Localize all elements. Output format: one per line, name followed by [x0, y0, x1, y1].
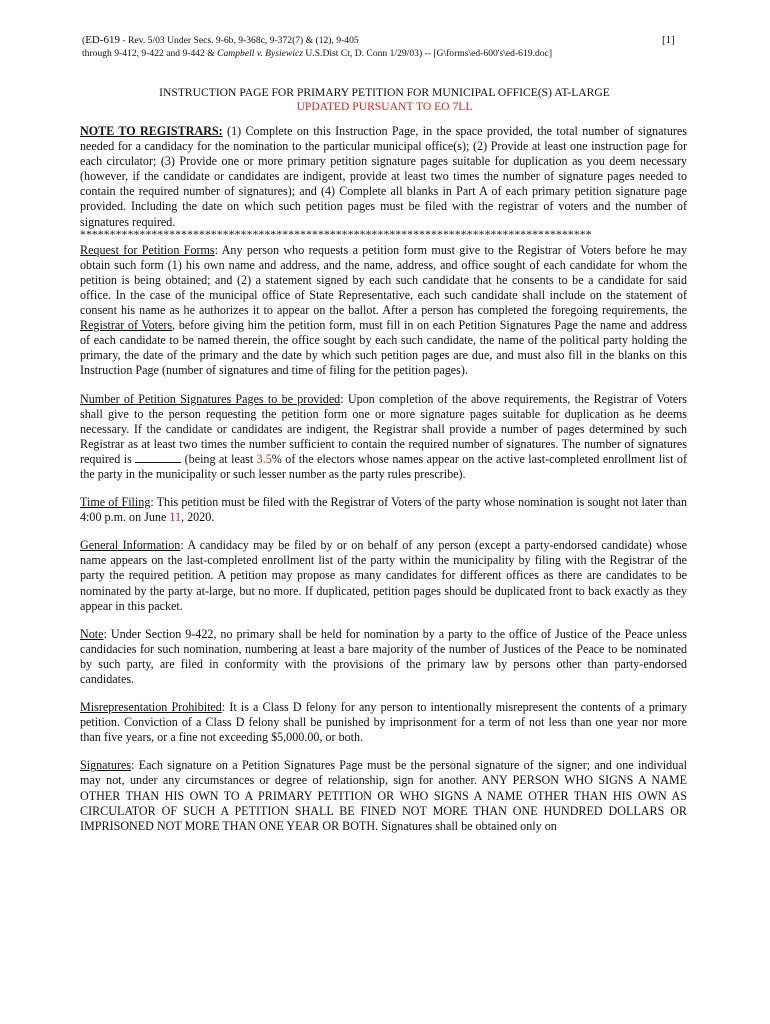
title-subtitle: UPDATED PURSUANT TO EO 7LL — [296, 99, 473, 113]
number-pages-text-c: % of the electors whose names appear on the active last-completed enrollment list of the party in the municipality or such lesser number as the party rules prescribe). — [80, 451, 687, 481]
time-filing-text-b: , 2020. — [181, 510, 215, 525]
misrepresentation-text: : It is a Class D felony for any person to intentionally misrepresent the contents of a primary petition. Conviction of a Class D felony shall be punished by imprisonment for a term of not less than one year nor more than five years, or a fine not exceeding $5,000.00, or both. — [80, 700, 687, 745]
percent-value: 3.5 — [256, 451, 272, 466]
general-info-heading: General Information — [80, 538, 181, 553]
instructions-body — [80, 124, 687, 847]
registrar-of-voters: Registrar of Voters — [80, 318, 173, 333]
header-line2-a: through 9-412, 9-422 and 9-442 & — [82, 48, 218, 59]
page-title — [80, 86, 689, 113]
header-line2-b: U.S.Dist Ct, D. Conn 1/29/03) -- [G\forms\ed-600's\ed-619.doc] — [303, 48, 553, 59]
form-id: ED-619 — [85, 34, 121, 46]
note-paragraph — [80, 627, 687, 687]
note-to-registrars-text: (1) Complete on this Instruction Page, in the space provided, the total number of signatures needed for a candidacy for the nomination to the particular municipal office(s); (2) Provide at least one instruction page for each circulator; (3) Provide one or more primary petition signature pages suitable for duplication as you deem necessary (however, if the candidate or candidates are indigent, provide at least two times the number of signature pages needed to contain the required number of signatures); and (4) Complete all blanks in Part A of each primary petition signature page provided. Including the date on which such petition pages must be filed with the registrar of voters and the number of signatures required. — [80, 124, 687, 229]
signatures-text: : Each signature on a Petition Signatures Page must be the personal signature of the signer; and one individual may not, under any circumstances or degree of relationship, sign for another. ANY PERSON WHO SIGNS A NAME OTHER THAN HIS OWN TO A PRIMARY PETITION OR WHO SIGNS A NAME OTHER THAN HIS OWN AS CIRCULATOR OF SUCH A PETITION SHALL BE FINED NOT MORE THAN ONE HUNDRED DOLLARS OR IMPRISONED NOT MORE THAN ONE YEAR OR BOTH. Signatures shall be obtained only on — [80, 758, 687, 833]
number-pages-paragraph — [80, 392, 687, 483]
number-pages-text-a: : Upon completion of the above requirements, the Registrar of Voters shall give to the person requesting the petition form one or more signature pages suitable for duplication as he deems necessary. If the candidate or candidates are indigent, the Registrar shall provide a number of pages determined by such Registrar as at least two times the number sufficient to contain the required number of signatures. The number of signatures required is — [80, 391, 687, 466]
request-forms-heading: Request for Petition Forms — [80, 242, 215, 257]
general-info-text: : A candidacy may be filed by or on behalf of any person (except a party-endorsed candidate) whose name appears on the last-completed enrollment list of the party within the municipality by filing with the Registrar of the party the required petition. A petition may propose as many candidates for different offices as there are candidates to be nominated by the party at-large, but no more. If duplicated, petition pages should be duplicated front to back exactly as they appear in this packet. — [80, 538, 687, 613]
time-filing-heading: Time of Filing — [80, 495, 151, 510]
request-forms-text-b: , before giving him the petition form, must fill in on each Petition Signatures Page the name and address of each candidate to be named therein, the office sought by each such candidate, the name of the political party holding the primary, the date of the primary and the date by which such petition pages are due, and must also fill in the blanks on this Instruction Page (number of signatures and time of filing for the petition pages). — [80, 318, 687, 378]
note-text: : Under Section 9-422, no primary shall be held for nomination by a party to the office of Justice of the Peace unless candidacies for such nomination, numbering at least a bare majority of the number of Justices of the Peace to be nominated by such party, are filed in conformity with the provisions of the primary law by persons other than party-endorsed candidates. — [80, 626, 687, 686]
number-pages-heading: Number of Petition Signatures Pages to be provided — [80, 391, 341, 406]
number-pages-text-b: (being at least — [181, 451, 257, 466]
note-heading: Note — [80, 626, 104, 641]
filing-day: 11 — [169, 510, 182, 525]
note-to-registrars-heading: NOTE TO REGISTRARS: — [80, 124, 223, 138]
signatures-required-blank[interactable] — [135, 452, 181, 463]
signatures-paragraph — [80, 758, 687, 833]
time-filing-text-a: : This petition must be filed with the Registrar of Voters of the party whose nomination is sought not later than 4:00 p.m. on June — [80, 495, 687, 525]
general-info-paragraph — [80, 538, 687, 613]
signatures-heading: Signatures — [80, 758, 132, 773]
request-forms-text-a: : Any person who requests a petition form must give to the Registrar of Voters before he may obtain such form (1) his own name and address, and the name, address, and office sought of each candidate for whom the petition is being obtained; and (2) a statement signed by each such candidate that he consents to be a candidate for said office. In the case of the municipal office of State Representative, each such candidate shall include on the statement of consent his name as he authorizes it to appear on the ballot. After a person has completed the foregoing requirements, the — [80, 242, 687, 318]
title-main: INSTRUCTION PAGE FOR PRIMARY PETITION FOR MUNICIPAL OFFICE(S) AT-LARGE — [159, 86, 610, 99]
separator-line: ************************************************************************************** — [80, 229, 592, 241]
request-forms-paragraph — [80, 243, 687, 379]
header-line1: - Rev. 5/03 Under Secs. 9-6b, 9-368c, 9-372(7) & (12), 9-405 — [120, 35, 359, 46]
page-number: [1] — [662, 34, 675, 46]
form-header: (ED-619 - Rev. 5/03 Under Secs. 9-6b, 9-368c, 9-372(7) & (12), 9-405 through 9-412, 9-422 and 9-442 & Campbell v. Bysiewicz U.S.Dist Ct, D. Conn 1/29/03) -- [G\forms\ed-600's\ed-619.doc] — [82, 34, 553, 59]
misrepresentation-paragraph — [80, 700, 687, 745]
misrepresentation-heading: Misrepresentation Prohibited — [80, 700, 222, 715]
header-case-name: Campbell v. Bysiewicz — [217, 48, 303, 59]
note-to-registrars — [80, 124, 687, 230]
time-filing-paragraph — [80, 495, 687, 525]
